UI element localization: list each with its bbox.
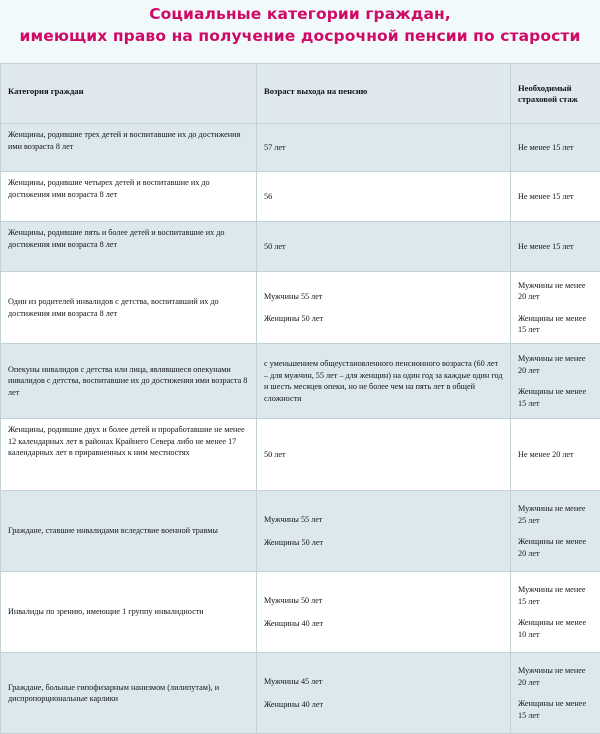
cell-category: Женщины, родившие четырех детей и воспитавшие их до достижения ими возраста 8 лет [1,172,257,222]
retirement-age-line: Мужчины 45 лет [264,676,503,688]
retirement-age-line: Мужчины 55 лет [264,291,503,303]
cell-retirement-age [257,419,511,491]
table-row [1,419,600,491]
cell-category: Граждане, больные гипофизарным нанизмом (лилипутам), и диспропорциональные карлики [1,653,257,734]
insurance-record-line: Женщины не менее 20 лет [518,536,593,559]
retirement-age-lines [264,142,503,154]
column-header-retirement-age: Возраст выхода на пенсию [257,64,511,124]
retirement-age-line: 56 [264,191,503,203]
table-row [1,572,600,653]
insurance-record-lines [518,142,593,154]
insurance-record-lines [518,241,593,253]
cell-insurance-record [511,172,600,222]
cell-retirement-age [257,653,511,734]
column-header-insurance-record-line1: Необходимый [518,83,593,94]
title-line-2: имеющих право на получение досрочной пенсии по старости [8,26,592,46]
insurance-record-line: Женщины не менее 10 лет [518,617,593,640]
cell-category: Опекуны инвалидов с детства или лица, являвшиеся опекунами инвалидов с детства, воспитавшие их до достижения ими возраста 8 лет [1,344,257,419]
insurance-record-line: Не менее 15 лет [518,241,593,253]
table-row [1,491,600,572]
insurance-record-lines [518,191,593,203]
insurance-record-lines [518,503,593,559]
insurance-record-line: Не менее 20 лет [518,449,593,461]
page-title [0,0,600,52]
retirement-age-lines [264,291,503,325]
retirement-age-lines [264,191,503,203]
insurance-record-line: Мужчины не менее 25 лет [518,503,593,526]
cell-retirement-age [257,172,511,222]
retirement-age-lines [264,358,503,404]
cell-insurance-record [511,419,600,491]
retirement-age-lines [264,595,503,629]
retirement-age-line: Женщины 40 лет [264,699,503,711]
table-row [1,124,600,172]
retirement-age-line: 50 лет [264,449,503,461]
insurance-record-line: Женщины не менее 15 лет [518,313,593,336]
retirement-age-line: Женщины 50 лет [264,313,503,325]
table-header [1,64,600,124]
cell-retirement-age [257,491,511,572]
insurance-record-lines [518,449,593,461]
retirement-age-lines [264,676,503,710]
cell-retirement-age [257,124,511,172]
cell-retirement-age [257,572,511,653]
column-header-category: Категория граждан [1,64,257,124]
cell-retirement-age [257,272,511,344]
column-header-insurance-record-line2: страховой стаж [518,94,593,105]
cell-insurance-record [511,344,600,419]
table-row [1,272,600,344]
title-line-1: Социальные категории граждан, [8,5,592,24]
insurance-record-line: Женщины не менее 15 лет [518,698,593,721]
cell-insurance-record [511,491,600,572]
retirement-age-line: Мужчины 55 лет [264,514,503,526]
table-row [1,222,600,272]
table-row [1,172,600,222]
retirement-age-lines [264,241,503,253]
column-header-insurance-record [511,64,600,124]
cell-retirement-age [257,344,511,419]
cell-category: Женщины, родившие трех детей и воспитавшие их до достижения ими возраста 8 лет [1,124,257,172]
insurance-record-lines [518,665,593,721]
cell-retirement-age [257,222,511,272]
insurance-record-line: Женщины не менее 15 лет [518,386,593,409]
table-header-row [1,64,600,124]
cell-category: Женщины, родившие двух и более детей и проработавшие не менее 12 календарных лет в районах Крайнего Севера либо не менее 17 календарных лет в приравненных к ним местностях [1,419,257,491]
retirement-age-line: 50 лет [264,241,503,253]
retirement-age-line: 57 лет [264,142,503,154]
cell-category: Женщины, родившие пять и более детей и воспитавшие их до достижения ими возраста 8 лет [1,222,257,272]
table-container [0,63,600,734]
insurance-record-line: Не менее 15 лет [518,191,593,203]
cell-insurance-record [511,222,600,272]
cell-insurance-record [511,272,600,344]
table-row [1,344,600,419]
table-body [1,124,600,734]
retirement-age-line: Мужчины 50 лет [264,595,503,607]
cell-insurance-record [511,653,600,734]
cell-insurance-record [511,572,600,653]
insurance-record-line: Не менее 15 лет [518,142,593,154]
retirement-age-line: Женщины 40 лет [264,618,503,630]
insurance-record-line: Мужчины не менее 20 лет [518,280,593,303]
cell-category: Инвалиды по зрению, имеющие 1 группу инвалидности [1,572,257,653]
insurance-record-line: Мужчины не менее 20 лет [518,665,593,688]
retirement-age-lines [264,514,503,548]
insurance-record-lines [518,584,593,640]
retirement-age-lines [264,449,503,461]
pension-eligibility-table [0,63,600,734]
insurance-record-line: Мужчины не менее 15 лет [518,584,593,607]
cell-insurance-record [511,124,600,172]
retirement-age-line: с уменьшением общеустановленного пенсионного возраста (60 лет – для мужчин, 55 лет – для женщин) на один год за каждые один год и шесть месяцев опеки, но не более чем на пять лет в общей сложности [264,358,503,404]
table-row [1,653,600,734]
insurance-record-lines [518,353,593,409]
retirement-age-line: Женщины 50 лет [264,537,503,549]
cell-category: Граждане, ставшие инвалидами вследствие военной травмы [1,491,257,572]
insurance-record-lines [518,280,593,336]
insurance-record-line: Мужчины не менее 20 лет [518,353,593,376]
cell-category: Один из родителей инвалидов с детства, воспитавший их до достижения ими возраста 8 лет [1,272,257,344]
